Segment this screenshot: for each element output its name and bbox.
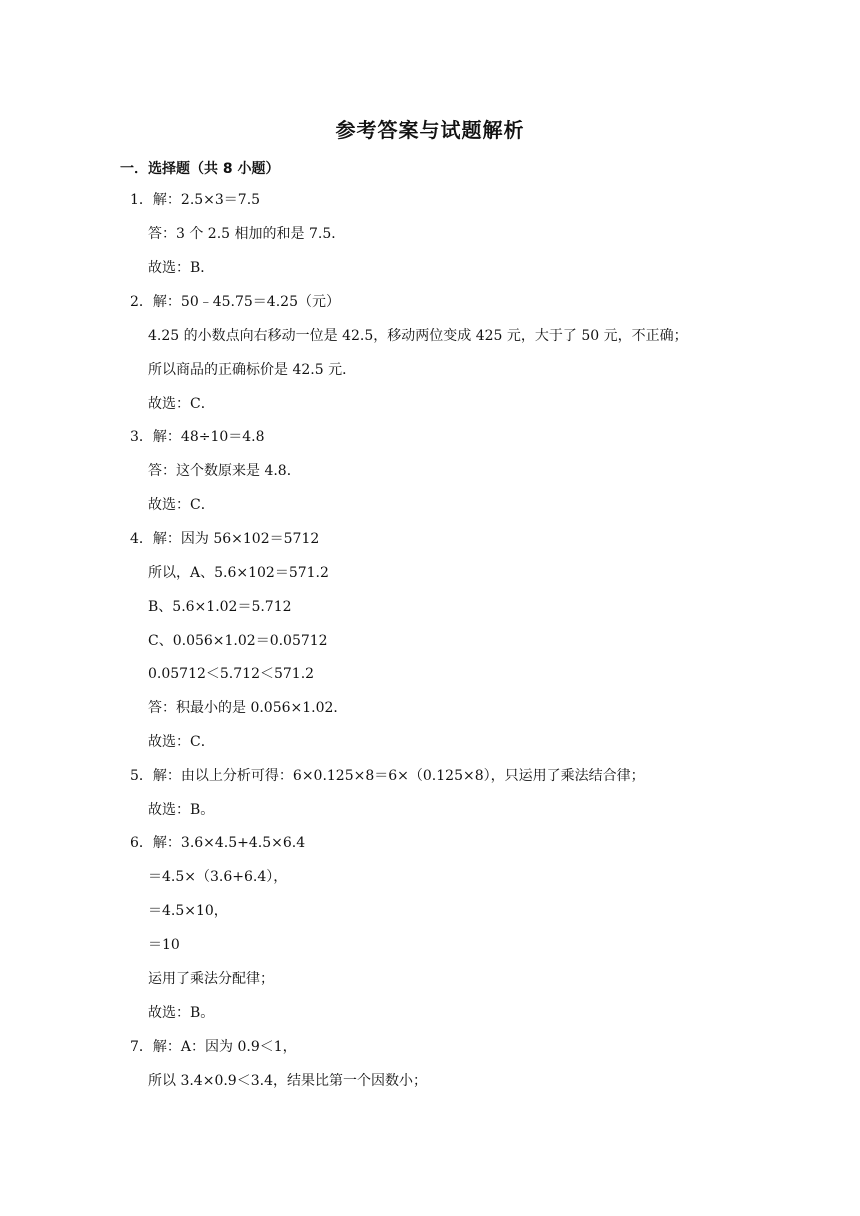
answer-line: B、5.6×1.02＝5.712 xyxy=(148,599,292,615)
answer-line: ＝10 xyxy=(148,937,180,953)
answer-line: 运用了乘法分配律； xyxy=(148,971,274,987)
answer-line: 4.25 的小数点向右移动一位是 42.5，移动两位变成 425 元，大于了 50 元，不正确； xyxy=(148,328,688,344)
answer-line: 4．解：因为 56×102＝5712 xyxy=(130,531,320,547)
answer-line: C、0.056×1.02＝0.05712 xyxy=(148,633,328,649)
answer-line: 1．解：2.5×3＝7.5 xyxy=(130,192,261,208)
answer-line: 故选：C． xyxy=(148,734,215,750)
answer-line: 所以，A、5.6×102＝571.2 xyxy=(148,565,329,581)
answer-line: 故选：B。 xyxy=(148,802,215,818)
answer-line: 5．解：由以上分析可得：6×0.125×8＝6×（0.125×8），只运用了乘法结合律； xyxy=(130,768,645,784)
answer-line: 故选：B。 xyxy=(148,1005,215,1021)
answer-line: 2．解：50﹣45.75＝4.25（元） xyxy=(130,294,340,310)
answer-line: 所以 3.4×0.9＜3.4，结果比第一个因数小； xyxy=(148,1073,427,1089)
answer-line: 答：这个数原来是 4.8． xyxy=(148,463,301,479)
answer-line: ＝4.5×10， xyxy=(148,903,228,919)
answer-line: 所以商品的正确标价是 42.5 元． xyxy=(148,362,357,378)
section-heading: 一．选择题（共 8 小题） xyxy=(120,161,280,177)
answer-line: 7．解：A：因为 0.9＜1， xyxy=(130,1039,297,1055)
answer-line: ＝4.5×（3.6+6.4）， xyxy=(148,869,288,885)
page-title: 参考答案与试题解析 xyxy=(335,118,525,142)
answer-line: 故选：B． xyxy=(148,260,215,276)
answer-line: 故选：C． xyxy=(148,396,215,412)
answer-line: 故选：C． xyxy=(148,497,215,513)
answer-line: 答：3 个 2.5 相加的和是 7.5． xyxy=(148,226,346,242)
answer-line: 0.05712＜5.712＜571.2 xyxy=(148,666,315,682)
answer-line: 3．解：48÷10＝4.8 xyxy=(130,429,265,445)
answer-line: 6．解：3.6×4.5+4.5×6.4 xyxy=(130,835,306,851)
answer-line: 答：积最小的是 0.056×1.02． xyxy=(148,700,348,716)
